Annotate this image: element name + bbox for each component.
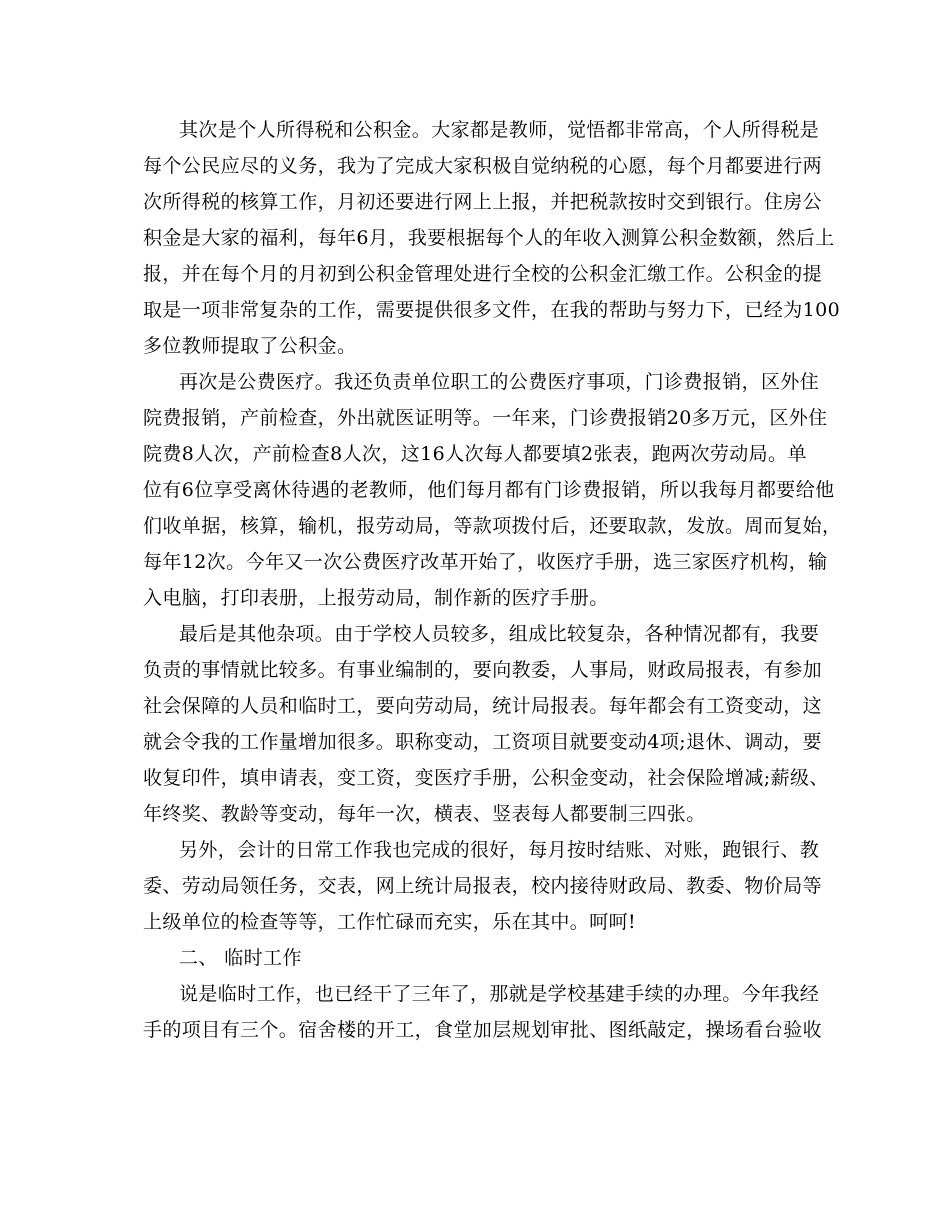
para-3-line-1: 最后是其他杂项。由于学校人员较多，组成比较复杂，各种情况都有，我要 [179,623,820,645]
para-5-line-1: 说是临时工作，也已经干了三年了，那就是学校基建手续的办理。今年我经 [179,983,820,1005]
para-1-line-4: 积金是大家的福利，每年6月，我要根据每个人的年收入测算公积金数额，然后上 [143,227,835,249]
para-1-line-3: 次所得税的核算工作，月初还要进行网上上报，并把税款按时交到银行。住房公 [143,191,823,213]
para-1-line-1: 其次是个人所得税和公积金。大家都是教师，觉悟都非常高，个人所得税是 [179,119,820,141]
para-4-line-2: 委、劳动局领任务，交表，网上统计局报表，校内接待财政局、教委、物价局等 [143,875,823,897]
para-2-line-6: 每年12次。今年又一次公费医疗改革开始了，收医疗手册，选三家医疗机构，输 [143,551,828,573]
para-4-line-3: 上级单位的检查等等，工作忙碌而充实，乐在其中。呵呵! [143,911,637,933]
para-3-line-6: 年终奖、教龄等变动，每年一次，横表、竖表每人都要制三四张。 [143,803,706,825]
para-1-line-6: 取是一项非常复杂的工作，需要提供很多文件，在我的帮助与努力下，已经为100 [143,299,841,321]
para-2-line-5: 们收单据，核算，输机，报劳动局，等款项拨付后，还要取款，发放。周而复始， [143,515,842,537]
para-3-line-2: 负责的事情就比较多。有事业编制的，要向教委，人事局，财政局报表，有参加 [143,659,823,681]
para-1-line-7: 多位教师提取了公积金。 [143,335,357,357]
para-2-line-3: 院费8人次，产前检查8人次，这16人次每人都要填2张表，跑两次劳动局。单 [143,443,807,465]
para-1-line-2: 每个公民应尽的义务，我为了完成大家积极自觉纳税的心愿，每个月都要进行两 [143,155,823,177]
para-2-line-2: 院费报销，产前检查，外出就医证明等。一年来，门诊费报销20多万元，区外住 [143,407,828,429]
para-3-line-4: 就会令我的工作量增加很多。职称变动，工资项目就要变动4项;退休、调动，要 [143,731,822,753]
para-4-line-1: 另外，会计的日常工作我也完成的很好，每月按时结账、对账，跑银行、教 [179,839,820,861]
para-2-line-4: 位有6位享受离休待遇的老教师，他们每月都有门诊费报销，所以我每月都要给他 [143,479,835,501]
para-3-line-5: 收复印件，填申请表，变工资，变医疗手册，公积金变动，社会保险增减;薪级、 [143,767,829,789]
section-heading: 二、 临时工作 [179,947,302,969]
para-5-line-2: 手的项目有三个。宿舍楼的开工，食堂加层规划审批、图纸敲定，操场看台验收 [143,1019,823,1041]
para-3-line-3: 社会保障的人员和临时工，要向劳动局，统计局报表。每年都会有工资变动，这 [143,695,823,717]
para-1-line-5: 报，并在每个月的月初到公积金管理处进行全校的公积金汇缴工作。公积金的提 [143,263,823,285]
para-2-line-7: 入电脑，打印表册，上报劳动局，制作新的医疗手册。 [143,587,609,609]
para-2-line-1: 再次是公费医疗。我还负责单位职工的公费医疗事项，门诊费报销，区外住 [179,371,820,393]
